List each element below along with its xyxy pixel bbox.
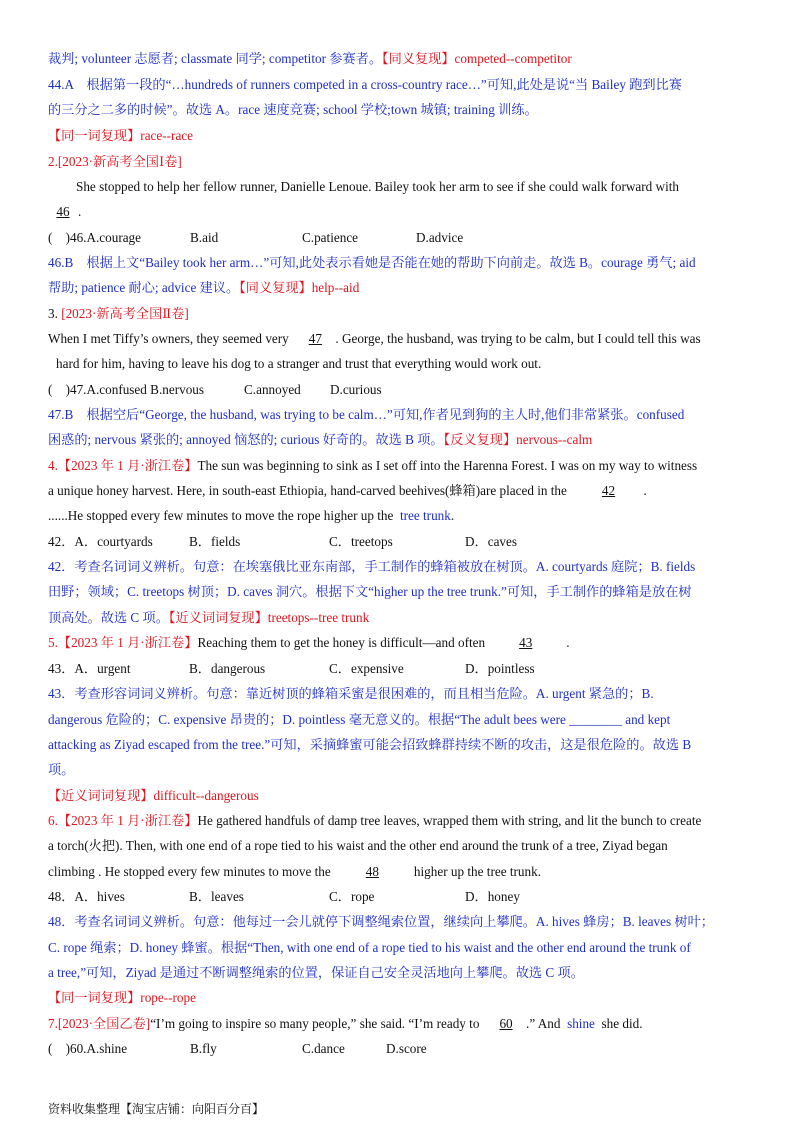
answer-43-line-4: 项。 bbox=[48, 762, 75, 777]
highlight-tree-trunk: tree trunk bbox=[399, 508, 451, 523]
passage-5-line-1 bbox=[48, 634, 758, 652]
option-d: D.curious bbox=[330, 382, 382, 397]
blank-42: 42 bbox=[601, 483, 616, 498]
option-a: 43．A．urgent bbox=[48, 661, 131, 676]
blank-46: 46 bbox=[56, 204, 70, 219]
option-b: B.fly bbox=[190, 1041, 217, 1056]
option-a: 48．A．hives bbox=[48, 889, 125, 904]
passage-2-line-2 bbox=[48, 203, 758, 221]
repetition-tag: 【近义词词复现】treetops--tree trunk bbox=[168, 610, 370, 625]
repetition-tag: 【同义复现】help--aid bbox=[239, 280, 360, 295]
option-c: C．rope bbox=[329, 889, 375, 904]
passage-6-line-1 bbox=[48, 812, 758, 830]
answer-44-line-2: 的三分之二多的时候”。故选 A。race 速度竞赛; school 学校;town 城镇; training 训练。 bbox=[48, 102, 538, 117]
blank-48: 48 bbox=[365, 864, 379, 879]
passage-4-line-2 bbox=[48, 482, 758, 500]
passage-6-line-2: a torch(火把). Then, with one end of a rope tied to his waist and the other end around the trunk of a tree, Ziyad began bbox=[48, 838, 668, 853]
period: . bbox=[566, 635, 570, 650]
blank-43: 43 bbox=[519, 635, 533, 650]
option-c: C．expensive bbox=[329, 661, 404, 676]
passage-text: a unique honey harvest. Here, in south-east Ethiopia, hand-carved beehives(蜂箱)are placed in the bbox=[48, 483, 567, 498]
answer-43-line-1: 43．考查形容词词义辨析。句意：靠近树顶的蜂箱采蜜是很困难的，而且相当危险。A. urgent 紧急的；B. bbox=[48, 686, 654, 701]
source-label: [2023·新高考全国Ⅱ卷] bbox=[61, 306, 189, 321]
passage-3-line-1 bbox=[48, 330, 758, 348]
answer-48-line-1: 48．考查名词词义辨析。句意：他每过一会儿就停下调整绳索位置，继续向上攀爬。A. hives 蜂房；B. leaves 树叶； bbox=[48, 914, 714, 929]
passage-text: climbing . He stopped every few minutes to move the bbox=[48, 864, 331, 879]
answer-42-line-2: 田野；领域；C. treetops 树顶；D. caves 洞穴。根据下文“higher up the tree trunk.”可知，手工制作的蜂箱是放在树 bbox=[48, 584, 692, 599]
answer-43-line-2: dangerous 危险的；C. expensive 昂贵的；D. pointless 毫无意义的。根据“The adult bees were ________ and kept bbox=[48, 712, 671, 727]
blank-60: 60 bbox=[499, 1016, 513, 1031]
source-label: 5.【2023 年 1 月·浙江卷】 bbox=[48, 635, 198, 650]
option-a: 42．A．courtyards bbox=[48, 534, 153, 549]
passage-text: Reaching them to get the honey is difficult—and often bbox=[197, 635, 486, 650]
option-d: D．caves bbox=[465, 534, 517, 549]
repetition-tag: 【同义复现】competed--competitor bbox=[382, 51, 572, 66]
option-c: C.annoyed bbox=[244, 382, 301, 397]
options-46 bbox=[48, 229, 758, 247]
passage-text: higher up the tree trunk. bbox=[413, 864, 541, 879]
passage-text: When I met Tiffy’s owners, they seemed very bbox=[48, 331, 289, 346]
option-d: D.advice bbox=[416, 230, 464, 245]
page-footer: 资料收集整理【淘宝店铺：向阳百分百】 bbox=[48, 1102, 265, 1116]
option-d: D.score bbox=[386, 1041, 427, 1056]
blank-47: 47 bbox=[308, 331, 322, 346]
source-heading-2: 2.[2023·新高考全国Ⅰ卷] bbox=[48, 154, 182, 169]
passage-4-line-3 bbox=[48, 507, 758, 525]
question-number: 3. bbox=[48, 306, 58, 321]
answer-48-line-2: C. rope 绳索；D. honey 蜂蜜。根据“Then, with one end of a rope tied to his waist and the other end around the trunk of bbox=[48, 940, 691, 955]
answer-43-line-3: attacking as Ziyad escaped from the tree.”可知，采摘蜂蜜可能会招致蜂群持续不断的攻击，这是很危险的。故选 B bbox=[48, 737, 692, 752]
option-c: C.patience bbox=[302, 230, 359, 245]
answer-46-line-2 bbox=[48, 279, 758, 297]
option-a: ( )60.A.shine bbox=[48, 1041, 128, 1056]
passage-2-line-1: She stopped to help her fellow runner, Danielle Lenoue. Bailey took her arm to see if she could walk forward with bbox=[76, 179, 679, 194]
answer-42-line-3 bbox=[48, 609, 758, 627]
answer-47-line-1: 47.B 根据空后“George, the husband, was trying to be calm…”可知,作者见到狗的主人时,他们非常紧张。confused bbox=[48, 407, 685, 422]
option-b: B.aid bbox=[190, 230, 219, 245]
source-label: 4.【2023 年 1 月·浙江卷】 bbox=[48, 458, 198, 473]
passage-text: The sun was beginning to sink as I set off into the Harenna Forest. I was on my way to witness bbox=[197, 458, 698, 473]
highlight-shine: shine bbox=[567, 1016, 595, 1031]
options-47 bbox=[48, 381, 758, 399]
option-a-b: ( )47.A.confused B.nervous bbox=[48, 382, 205, 397]
period: . bbox=[643, 483, 647, 498]
passage-text: she did. bbox=[601, 1016, 643, 1031]
option-d: D．honey bbox=[465, 889, 520, 904]
answer-48-line-3: a tree,”可知，Ziyad 是通过不断调整绳索的位置，保证自己安全灵活地向上攀爬。故选 C 项。 bbox=[48, 965, 584, 980]
passage-4-line-1 bbox=[48, 457, 758, 475]
option-d: D．pointless bbox=[465, 661, 535, 676]
options-60 bbox=[48, 1040, 758, 1058]
explanation-text: 裁判; volunteer 志愿者; classmate 同学; competitor 参赛者。 bbox=[48, 51, 383, 66]
option-b: B．leaves bbox=[189, 889, 244, 904]
options-42 bbox=[48, 533, 758, 551]
source-label: 6.【2023 年 1 月·浙江卷】 bbox=[48, 813, 198, 828]
option-c: C．treetops bbox=[329, 534, 393, 549]
period: . bbox=[78, 204, 82, 219]
explanation-text: 顶高处。故选 C 项。 bbox=[48, 610, 169, 625]
option-b: B．fields bbox=[189, 534, 241, 549]
options-48 bbox=[48, 888, 758, 906]
explanation-text: 困惑的; nervous 紧张的; annoyed 恼怒的; curious 好奇的。故选 B 项。 bbox=[48, 432, 444, 447]
passage-6-line-3 bbox=[48, 863, 758, 881]
answer-42-line-1: 42．考查名词词义辨析。句意：在埃塞俄比亚东南部，手工制作的蜂箱被放在树顶。A. courtyards 庭院；B. fields bbox=[48, 559, 696, 574]
period: . bbox=[450, 508, 455, 523]
answer-47-line-2 bbox=[48, 431, 758, 449]
answer-44-line-1: 44.A 根据第一段的“…hundreds of runners competed in a cross-country race…”可知,此处是说“当 Bailey 跑到比赛 bbox=[48, 77, 682, 92]
repetition-tag: 【同一词复现】rope--rope bbox=[48, 990, 196, 1005]
passage-7-line-1 bbox=[48, 1015, 758, 1033]
options-43 bbox=[48, 660, 758, 678]
passage-text: “I’m going to inspire so many people,” she said. “I’m ready to bbox=[150, 1016, 480, 1031]
repetition-tag: 【近义词词复现】difficult--dangerous bbox=[48, 788, 259, 803]
passage-3-line-2: hard for him, having to leave his dog to a stranger and trust that everything would work out. bbox=[56, 356, 542, 371]
option-b: B．dangerous bbox=[189, 661, 266, 676]
option-a: ( )46.A.courage bbox=[48, 230, 142, 245]
source-label: 7.[2023·全国乙卷] bbox=[48, 1016, 151, 1031]
passage-text: ......He stopped every few minutes to move the rope higher up the bbox=[48, 508, 394, 523]
passage-text: He gathered handfuls of damp tree leaves, wrapped them with string, and lit the bunch to create bbox=[197, 813, 702, 828]
line-1 bbox=[48, 50, 758, 68]
option-c: C.dance bbox=[302, 1041, 345, 1056]
passage-text: . George, the husband, was trying to be calm, but I could tell this was bbox=[335, 331, 701, 346]
answer-46-line-1: 46.B 根据上文“Bailey took her arm…”可知,此处表示看她是否能在她的帮助下向前走。故选 B。courage 勇气; aid bbox=[48, 255, 696, 270]
repetition-tag: 【反义复现】nervous--calm bbox=[443, 432, 593, 447]
explanation-text: 帮助; patience 耐心; advice 建议。 bbox=[48, 280, 240, 295]
source-heading-3 bbox=[48, 305, 758, 323]
repetition-tag: 【同一词复现】race--race bbox=[48, 128, 193, 143]
passage-text: .” And bbox=[526, 1016, 561, 1031]
